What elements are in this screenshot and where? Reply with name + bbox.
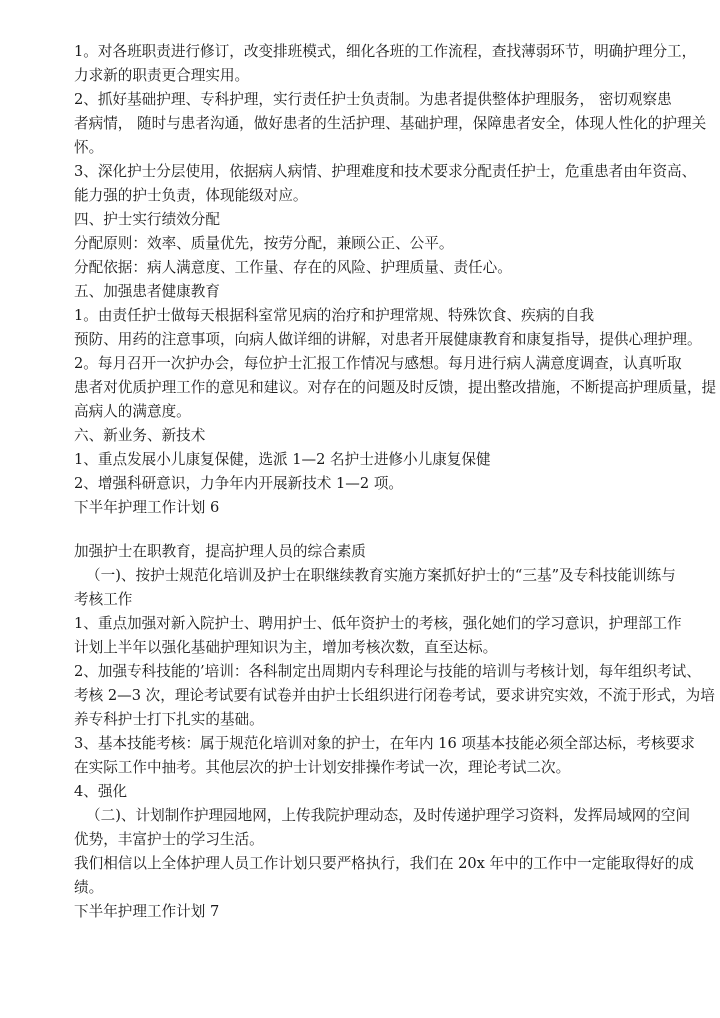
text-line: 计划上半年以强化基础护理知识为主，增加考核次数，直至达标。 xyxy=(74,639,498,656)
section-heading: 四、护士实行绩效分配 xyxy=(74,211,220,228)
text-line: 2、增强科研意识，力争年内开展新技术 1—2 项。 xyxy=(74,475,404,492)
text-line: 分配原则：效率、质量优先，按劳分配，兼顾公正、公平。 xyxy=(74,235,454,252)
text-line: 怀。 xyxy=(74,139,104,156)
text-line: 力求新的职责更合理实用。 xyxy=(74,67,250,84)
text-line: 优势，丰富护士的学习生活。 xyxy=(74,831,264,848)
text-line: 3、深化护士分层使用，依据病人病情、护理难度和技术要求分配责任护士，危重患者由年资高、 xyxy=(74,163,697,180)
text-line: 我们相信以上全体护理人员工作计划只要严格执行，我们在 20x 年中的工作中一定能取得好的成 xyxy=(74,855,694,872)
plan-title: 下半年护理工作计划 7 xyxy=(74,903,220,920)
text-line: 患者对优质护理工作的意见和建议。对存在的问题及时反馈，提出整改措施，不断提高护理质量，提 xyxy=(74,379,717,396)
text-line: 考核工作 xyxy=(74,591,133,608)
text-line: 2。每月召开一次护办会，每位护士汇报工作情况与感想。每月进行病人满意度调查，认真听取 xyxy=(74,355,682,372)
text-line: 高病人的满意度。 xyxy=(74,403,191,420)
text-line: 1、重点加强对新入院护士、聘用护士、低年资护士的考核，强化她们的学习意识，护理部工作 xyxy=(74,615,682,632)
text-line: 者病情， 随时与患者沟通，做好患者的生活护理、基础护理，保障患者安全，体现人性化的护理关 xyxy=(74,115,707,132)
text-line: 2、抓好基础护理、专科护理，实行责任护士负责制。为患者提供整体护理服务， 密切观察患 xyxy=(74,91,672,108)
text-line: 绩。 xyxy=(74,879,104,896)
text-line: 考核 2—3 次，理论考试要有试卷并由护士长组织进行闭卷考试，要求讲究实效，不流于形式，为培 xyxy=(74,687,715,704)
text-line: 分配依据：病人满意度、工作量、存在的风险、护理质量、责任心。 xyxy=(74,259,512,276)
text-line: 加强护士在职教育，提高护理人员的综合素质 xyxy=(74,543,366,560)
text-line: 3、基本技能考核：属于规范化培训对象的护士，在年内 16 项基本技能必须全部达标，考核要求 xyxy=(74,735,695,752)
section-heading: 五、加强患者健康教育 xyxy=(74,283,220,300)
section-heading: 六、新业务、新技术 xyxy=(74,427,206,444)
text-line: 1。由责任护士做每天根据科室常见病的治疗和护理常规、特殊饮食、疾病的自我 xyxy=(74,307,595,324)
text-line: 预防、用药的注意事项，向病人做详细的讲解，对患者开展健康教育和康复指导，提供心理护理。 xyxy=(74,331,702,348)
text-line: 2、加强专科技能的’培训：各科制定出周期内专科理论与技能的培训与考核计划，每年组织考试、 xyxy=(74,663,701,680)
text-line: 在实际工作中抽考。其他层次的护士计划安排操作考试一次，理论考试二次。 xyxy=(74,759,571,776)
text-line: 1。对各班职责进行修订，改变排班模式，细化各班的工作流程，查找薄弱环节，明确护理分工， xyxy=(74,43,697,60)
text-line: 4、强化 xyxy=(74,783,128,800)
text-line: （二)、计划制作护理园地网，上传我院护理动态，及时传递护理学习资料，发挥局域网的空间 xyxy=(86,807,691,824)
text-line: （一)、按护士规范化培训及护士在职继续教育实施方案抓好护士的“三基”及专科技能训练与 xyxy=(86,567,676,584)
text-line: 能力强的护士负责，体现能级对应。 xyxy=(74,187,308,204)
text-line: 养专科护士打下扎实的基础。 xyxy=(74,711,264,728)
plan-title: 下半年护理工作计划 6 xyxy=(74,499,220,516)
text-line: 1、重点发展小儿康复保健，选派 1—2 名护士进修小儿康复保健 xyxy=(74,451,491,468)
